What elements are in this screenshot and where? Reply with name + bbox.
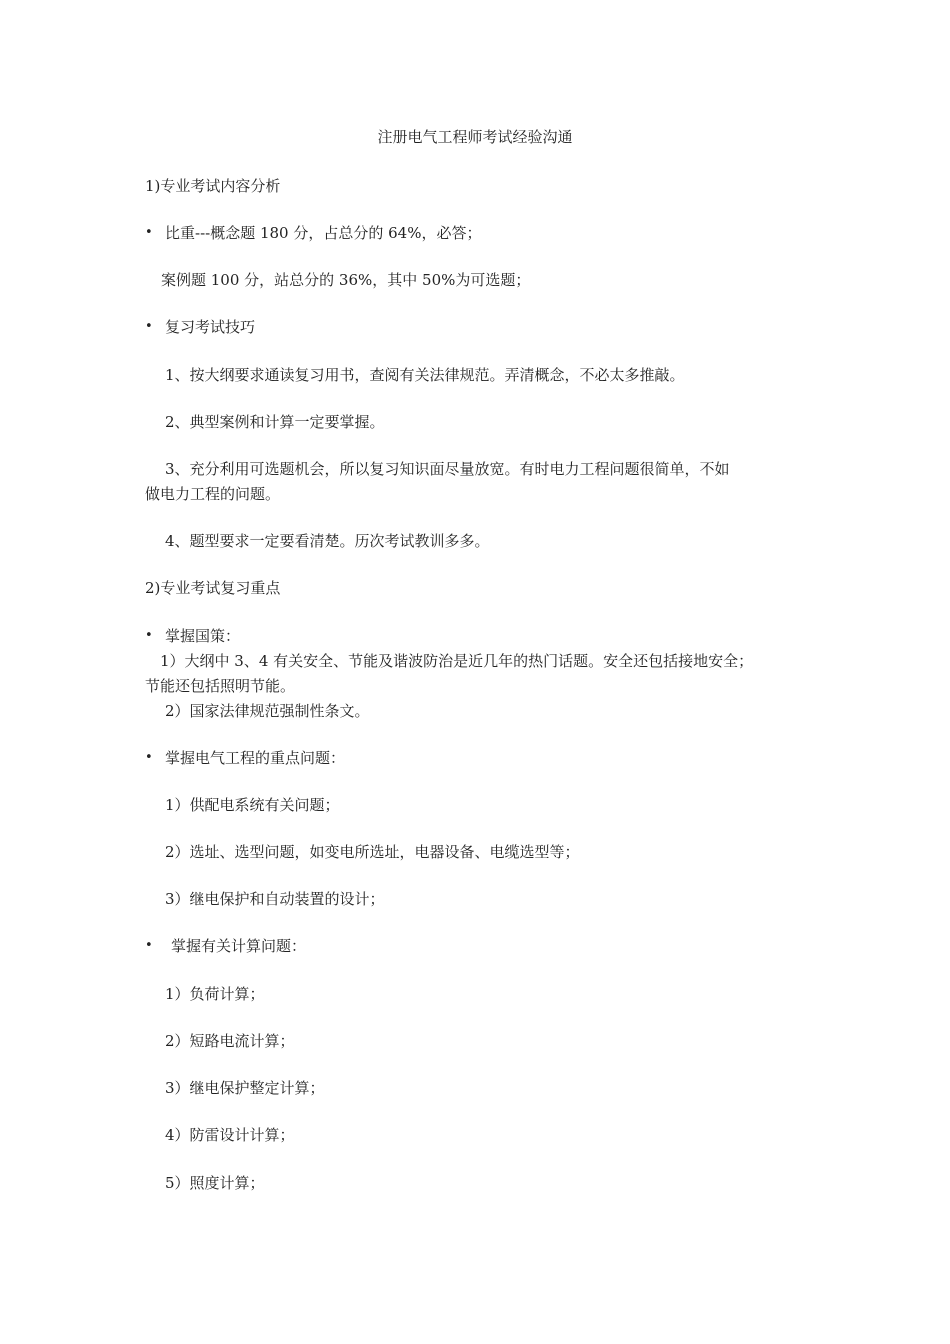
bullet-icon: • [145,319,153,334]
weight-concept-text: 比重---概念题 180 分，占总分的 64%，必答； [165,224,482,242]
bullet-icon: • [145,938,153,953]
tip-item: 3、充分利用可选题机会，所以复习知识面尽量放宽。有时电力工程问题很简单，不如 [165,460,730,478]
key-issue-item: 2）选址、选型问题，如变电所选址，电器设备、电缆选型等； [165,843,580,861]
calculation-item: 3）继电保护整定计算； [165,1079,325,1097]
calculation-item: 4）防雷设计计算； [165,1126,295,1144]
section1-heading: 1)专业考试内容分析 [145,177,281,195]
key-issue-item: 1）供配电系统有关问题； [165,796,340,814]
tip-item: 1、按大纲要求通读复习用书，查阅有关法律规范。弄清概念，不必太多推敲。 [165,366,685,384]
bullet-icon: • [145,628,153,643]
section2-heading: 2)专业考试复习重点 [145,579,281,597]
policy-heading: 掌握国策： [165,627,241,645]
tip-item: 2、典型案例和计算一定要掌握。 [165,413,385,431]
weight-case-text: 案例题 100 分，站总分的 36%，其中 50%为可选题； [161,271,531,289]
key-issue-item: 3）继电保护和自动装置的设计； [165,890,385,908]
calculation-item: 2）短路电流计算； [165,1032,295,1050]
calculations-heading: 掌握有关计算问题： [171,937,307,955]
review-tips-heading: 复习考试技巧 [165,318,256,336]
policy-item-continuation: 节能还包括照明节能。 [145,677,296,695]
calculation-item: 5）照度计算； [165,1174,265,1192]
bullet-icon: • [145,225,153,240]
key-issues-heading: 掌握电气工程的重点问题： [165,749,346,767]
tip-item-continuation: 做电力工程的问题。 [145,485,281,503]
document-title: 注册电气工程师考试经验沟通 [377,128,573,146]
calculation-item: 1）负荷计算； [165,985,265,1003]
policy-item: 2）国家法律规范强制性条文。 [165,702,370,720]
tip-item: 4、题型要求一定要看清楚。历次考试教训多多。 [165,532,490,550]
policy-item: 1）大纲中 3、4 有关安全、节能及谐波防治是近几年的热门话题。安全还包括接地安全； [160,652,754,670]
bullet-icon: • [145,750,153,765]
